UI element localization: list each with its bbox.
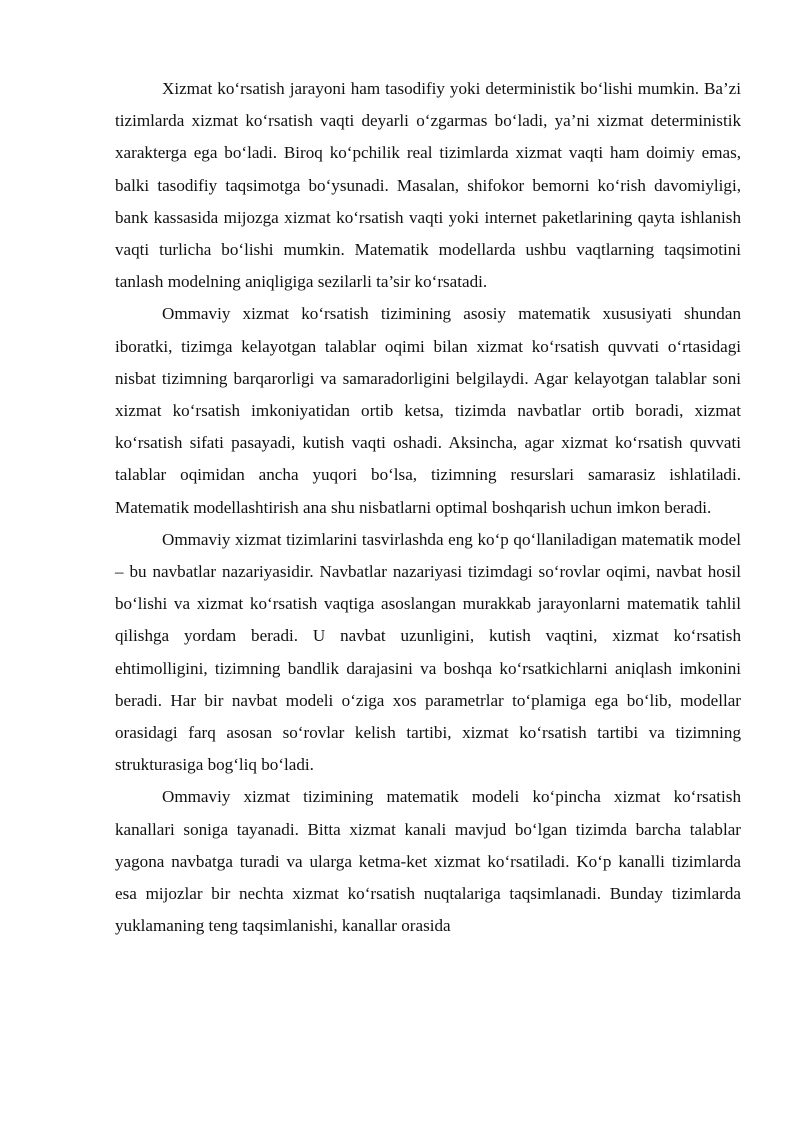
document-page [115,73,741,942]
paragraph-queueing-theory: Ommaviy xizmat tizimlarini tasvirlashda eng ko‘p qo‘llaniladigan matematik model – bu navbatlar nazariyasidir. Navbatlar nazariyasi tizimdagi so‘rovlar oqimi, navbat hosil bo‘lishi va xizmat ko‘rsatish vaqtiga asoslangan murakkab jarayonlarni matematik tahlil qilishga yordam beradi. U navbat uzunligini, kutish vaqtini, xizmat ko‘rsatish ehtimolligini, tizimning bandlik darajasini va boshqa ko‘rsatkichlarni aniqlash imkonini beradi. Har bir navbat modeli o‘ziga xos parametrlar to‘plamiga ega bo‘lib, modellar orasidagi farq asosan so‘rovlar kelish tartibi, xizmat ko‘rsatish tartibi va tizimning strukturasiga bog‘liq bo‘ladi. [115,529,741,775]
paragraph-service-channels: Ommaviy xizmat tizimining matematik modeli ko‘pincha xizmat ko‘rsatish kanallari soniga tayanadi. Bitta xizmat kanali mavjud bo‘lgan tizimda barcha talablar yagona navbatga turadi va ularga ketma-ket xizmat ko‘rsatiladi. Ko‘p kanalli tizimlarda esa mijozlar bir nechta xizmat ko‘rsatish nuqtalariga taqsimlanadi. Bunday tizimlarda yuklamaning teng taqsimlanishi, kanallar orasida [115,787,741,936]
paragraph-service-process: Xizmat ko‘rsatish jarayoni ham tasodifiy yoki deterministik bo‘lishi mumkin. Ba’zi tizimlarda xizmat ko‘rsatish vaqti deyarli o‘zgarmas bo‘ladi, ya’ni xizmat deterministik xarakterga ega bo‘ladi. Biroq ko‘pchilik real tizimlarda xizmat vaqti ham doimiy emas, balki tasodifiy taqsimotga bo‘ysunadi. Masalan, shifokor bemorni ko‘rish davomiyligi, bank kassasida mijozga xizmat ko‘rsatish vaqti yoki internet paketlarining qayta ishlanish vaqti turlicha bo‘lishi mumkin. Matematik modellarda ushbu vaqtlarning taqsimotini tanlash modelning aniqligiga sezilarli ta’sir ko‘rsatadi. [115,79,741,292]
paragraph-system-balance: Ommaviy xizmat ko‘rsatish tizimining asosiy matematik xususiyati shundan iboratki, tizimga kelayotgan talablar oqimi bilan xizmat ko‘rsatish quvvati o‘rtasidagi nisbat tizimning barqarorligi va samaradorligini belgilaydi. Agar kelayotgan talablar soni xizmat ko‘rsatish imkoniyatidan ortib ketsa, tizimda navbatlar ortib boradi, xizmat ko‘rsatish sifati pasayadi, kutish vaqti oshadi. Aksincha, agar xizmat ko‘rsatish quvvati talablar oqimidan ancha yuqori bo‘lsa, tizimning resurslari samarasiz ishlatiladi. Matematik modellashtirish ana shu nisbatlarni optimal boshqarish uchun imkon beradi. [115,304,741,517]
